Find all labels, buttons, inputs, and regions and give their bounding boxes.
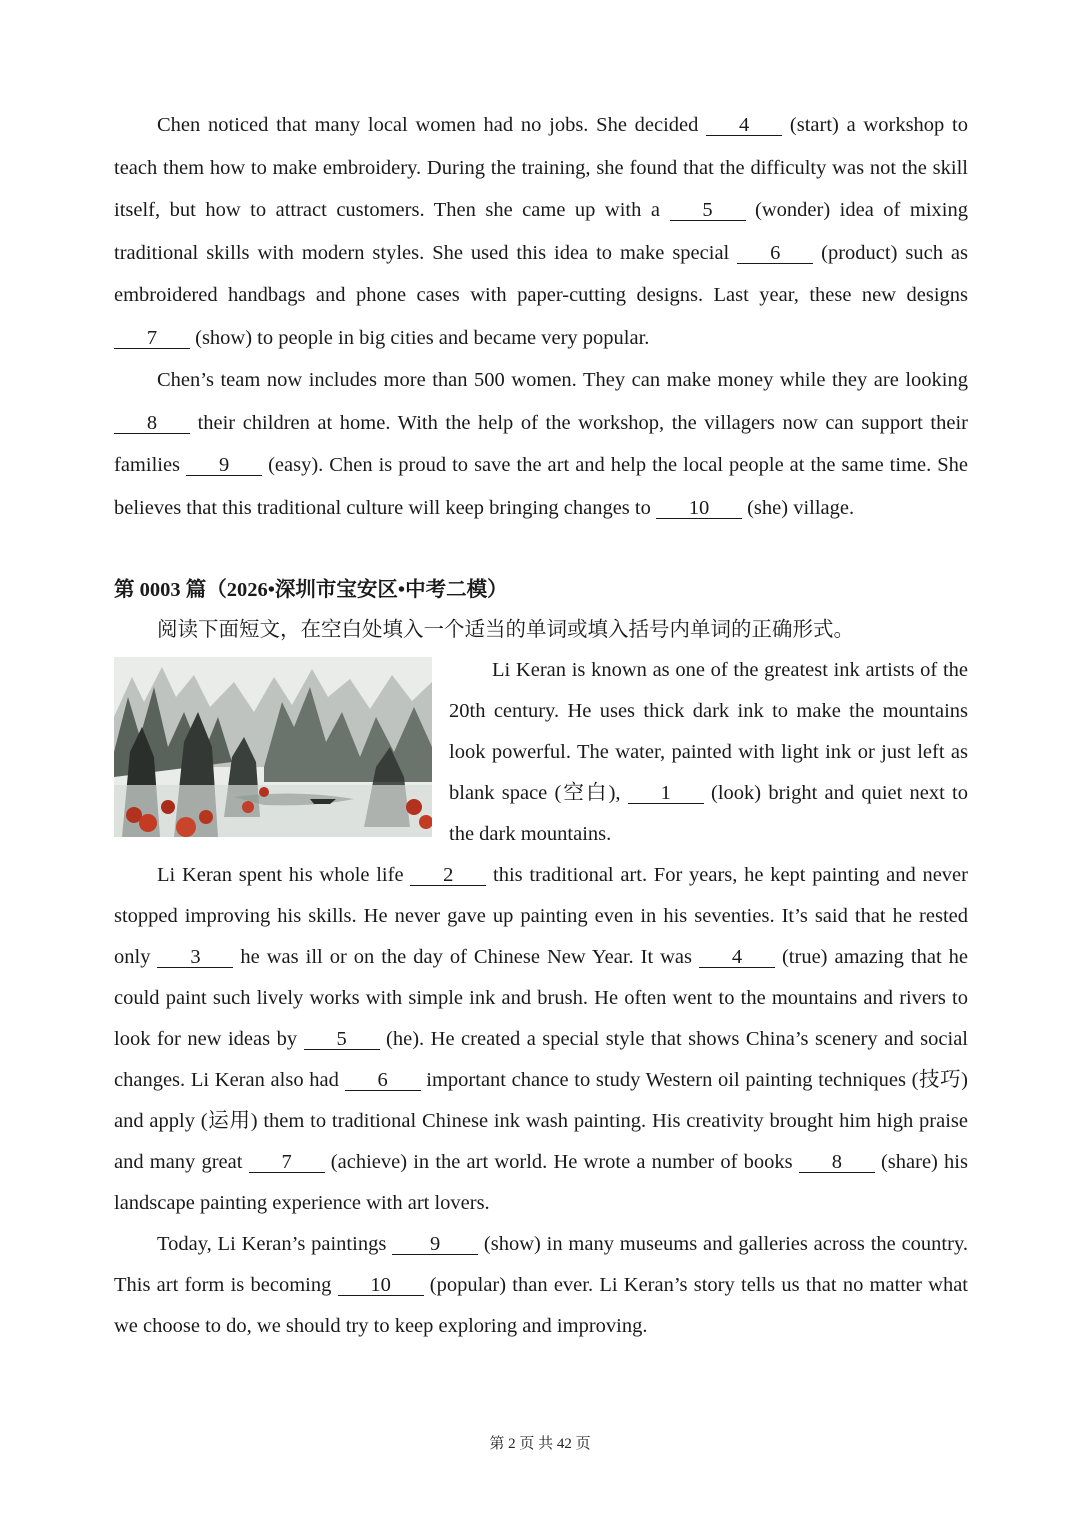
blank-6: 6 [737,243,813,264]
blank-8b: 8 [799,1152,875,1173]
text-run: important chance to study Western oil painting techniques (技巧) and apply (运用) them to traditional Chinese ink wash painting. His creativity brought him high praise and many great [114,1069,968,1173]
text-run: this traditional art. For years, he kept painting and never stopped improving his skills. He never gave up painting even in his seventies. It’s said that he rested only [114,864,968,968]
text-run: (achieve) in the art world. He wrote a number of books [324,1151,799,1173]
blank-7: 7 [114,328,190,349]
landscape-painting-icon [114,657,432,837]
blank-4b: 4 [699,947,775,968]
blank-5b: 5 [304,1029,380,1050]
prev-paragraph-1 [114,104,968,359]
blank-9: 9 [186,455,262,476]
page-body [114,104,968,1347]
blank-8: 8 [114,413,190,434]
page-footer: 第 2 页 共 42 页 [489,1436,591,1452]
blank-4: 4 [706,115,782,136]
text-run: (he). He created a special style that shows China’s scenery and social changes. Li Keran also had [114,1028,968,1091]
blank-5: 5 [670,200,746,221]
text-run: their children at home. With the help of the workshop, the villagers now can support their families [114,411,968,476]
blank-10b: 10 [338,1275,424,1296]
blank-6b: 6 [345,1070,421,1091]
text-run: (true) amazing that he could paint such lively works with simple ink and brush. He often went to the mountains and rivers to look for new ideas by [114,946,968,1050]
text-run: (she) village. [741,496,855,519]
text-run: Chen’s team now includes more than 500 women. They can make money while they are looking [157,369,968,391]
text-run: (look) bright and quiet next to the dark mountains. [449,782,968,845]
ink-painting-image [114,657,432,837]
blank-7b: 7 [249,1152,325,1173]
section-title: 第 0003 篇（2026•深圳市宝安区•中考二模） [114,579,508,601]
prev-paragraph-2 [114,359,968,529]
text-run: (easy). Chen is proud to save the art and help the local people at the same time. She believes that this traditional culture will keep bringing changes to [114,454,969,519]
text-run: (popular) than ever. Li Keran’s story tells us that no matter what we choose to do, we should try to keep exploring and improving. [114,1274,968,1337]
text-run: (show) in many museums and galleries across the country. This art form is becoming [114,1233,968,1296]
text-run: (show) to people in big cities and became very popular. [190,326,650,349]
text-run: Today, Li Keran’s paintings [157,1233,393,1255]
blank-10: 10 [656,498,742,519]
text-run: Li Keran spent his whole life [157,864,411,886]
blank-3: 3 [157,947,233,968]
text-run: Chen noticed that many local women had no jobs. She decided [157,114,707,136]
text-run: (product) such as embroidered handbags and phone cases with paper-cutting designs. Last year, these new designs [114,241,968,306]
passage-paragraph-2 [114,855,968,1224]
text-run: he was ill or on the day of Chinese New Year. It was [233,946,699,968]
text-run: (start) a workshop to teach them how to make embroidery. During the training, she found that the difficulty was not the skill itself, but how to attract customers. Then she came up with a [114,114,968,221]
blank-9b: 9 [392,1234,478,1255]
passage-paragraph-3 [114,1224,968,1347]
text-run: Li Keran is known as one of the greatest ink artists of the 20th century. He uses thick dark ink to make the mountains look powerful. The water, painted with light ink or just left as blank space (空白), [449,659,968,804]
text-run: (wonder) idea of mixing traditional skills with modern styles. She used this idea to make special [114,199,968,264]
text-run: (share) his landscape painting experience with art lovers. [114,1151,968,1214]
section-instruction: 阅读下面短文，在空白处填入一个适当的单词或填入括号内单词的正确形式。 [157,619,854,641]
blank-1: 1 [628,783,704,804]
blank-2: 2 [410,865,486,886]
